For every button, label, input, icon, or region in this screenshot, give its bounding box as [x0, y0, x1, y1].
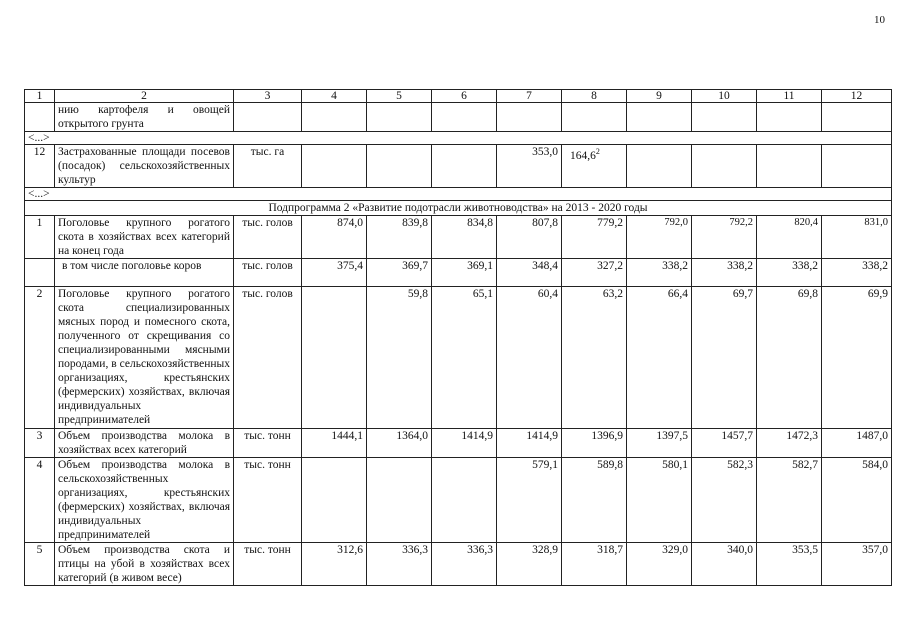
value-cell: 353,5 [757, 543, 822, 586]
section-title: Подпрограмма 2 «Развитие подотрасли животноводства» на 2013 - 2020 годы [25, 201, 892, 216]
value-cell: 338,2 [627, 259, 692, 287]
value-cell: 336,3 [432, 543, 497, 586]
table-row [25, 216, 892, 259]
indicators-table [24, 89, 892, 586]
value-cell: 328,9 [497, 543, 562, 586]
row-number: 5 [25, 543, 55, 586]
cell [692, 145, 757, 188]
value-cell: 1444,1 [302, 429, 367, 458]
cell [25, 103, 55, 132]
value-cell: 340,0 [692, 543, 757, 586]
table-row [25, 429, 892, 458]
col-header: 9 [627, 90, 692, 103]
col-header: 1 [25, 90, 55, 103]
row-unit: тыс. тонн [234, 429, 302, 458]
value-cell: 59,8 [367, 287, 432, 429]
table-row [25, 543, 892, 586]
row-unit: тыс. тонн [234, 543, 302, 586]
value-cell: 831,0 [822, 216, 892, 259]
value-cell: 582,3 [692, 458, 757, 543]
row-unit: тыс. тонн [234, 458, 302, 543]
value-cell: 318,7 [562, 543, 627, 586]
ellipsis-row [25, 188, 892, 201]
cell [234, 103, 302, 132]
value-cell: 582,7 [757, 458, 822, 543]
value-cell: 312,6 [302, 543, 367, 586]
value-cell: 353,0 [497, 145, 562, 188]
value-cell: 579,1 [497, 458, 562, 543]
cell [367, 145, 432, 188]
value-cell: 329,0 [627, 543, 692, 586]
col-header: 2 [55, 90, 234, 103]
cell [692, 103, 757, 132]
row-unit: тыс. голов [234, 216, 302, 259]
col-header: 8 [562, 90, 627, 103]
value-cell: 580,1 [627, 458, 692, 543]
value-cell: 1364,0 [367, 429, 432, 458]
value-cell: 820,4 [757, 216, 822, 259]
value-cell: 338,2 [822, 259, 892, 287]
value-cell: 336,3 [367, 543, 432, 586]
row-number: 3 [25, 429, 55, 458]
value-cell [562, 145, 627, 188]
row-unit: тыс. га [234, 145, 302, 188]
value-cell [302, 287, 367, 429]
col-header: 10 [692, 90, 757, 103]
cell [367, 103, 432, 132]
value-cell: 327,2 [562, 259, 627, 287]
row-unit: тыс. голов [234, 287, 302, 429]
col-header: 4 [302, 90, 367, 103]
col-header: 3 [234, 90, 302, 103]
value-cell: 1487,0 [822, 429, 892, 458]
value-cell [367, 458, 432, 543]
row-name: Поголовье крупного рогатого скота специализированных мясных пород и помесного скота, полученного от скрещивания со специализированными мясными породами, в сельскохозяйственных организациях, крестьянских (фермерских) хозяйствах, включая индивидуальных предпринимателей [55, 287, 234, 429]
value-cell: 1457,7 [692, 429, 757, 458]
row-number: 1 [25, 216, 55, 259]
value-cell [302, 458, 367, 543]
ellipsis-row [25, 132, 892, 145]
cell [562, 103, 627, 132]
row-name: Объем производства молока в хозяйствах всех категорий [55, 429, 234, 458]
value-cell: 69,9 [822, 287, 892, 429]
value-cell: 1472,3 [757, 429, 822, 458]
value-cell: 1414,9 [497, 429, 562, 458]
value-cell: 779,2 [562, 216, 627, 259]
cell [757, 103, 822, 132]
value-cell: 834,8 [432, 216, 497, 259]
col-header: 7 [497, 90, 562, 103]
value-cell: 1396,9 [562, 429, 627, 458]
col-header: 12 [822, 90, 892, 103]
row-name: нию картофеля и овощей открытого грунта [55, 103, 234, 132]
cell [432, 145, 497, 188]
cell [757, 145, 822, 188]
header-row [25, 90, 892, 103]
ellipsis: <...> [25, 132, 892, 145]
value-cell: 792,2 [692, 216, 757, 259]
col-header: 11 [757, 90, 822, 103]
footnote-marker: 2 [595, 147, 600, 156]
row-number: 4 [25, 458, 55, 543]
cell [432, 103, 497, 132]
col-header: 6 [432, 90, 497, 103]
value-cell [432, 458, 497, 543]
value-cell: 357,0 [822, 543, 892, 586]
row-name: Застрахованные площади посевов (посадок) сельскохозяйственных культур [55, 145, 234, 188]
row-name: Объем производства скота и птицы на убой в хозяйствах всех категорий (в живом весе) [55, 543, 234, 586]
value-cell: 874,0 [302, 216, 367, 259]
value-cell: 369,7 [367, 259, 432, 287]
value-cell: 369,1 [432, 259, 497, 287]
cell [627, 103, 692, 132]
ellipsis: <...> [25, 188, 892, 201]
value-cell: 584,0 [822, 458, 892, 543]
cell [302, 145, 367, 188]
section-row [25, 201, 892, 216]
value-cell: 63,2 [562, 287, 627, 429]
value-cell: 839,8 [367, 216, 432, 259]
value-cell: 338,2 [757, 259, 822, 287]
table-row [25, 145, 892, 188]
table-row [25, 259, 892, 287]
table-row [25, 287, 892, 429]
value-cell: 66,4 [627, 287, 692, 429]
value-cell: 60,4 [497, 287, 562, 429]
value-text: 164,6 [570, 149, 596, 162]
value-cell: 69,7 [692, 287, 757, 429]
row-name: Объем производства молока в сельскохозяйственных организациях, крестьянских (фермерских) хозяйствах, включая индивидуальных предпринимателей [55, 458, 234, 543]
table-row [25, 103, 892, 132]
cell [822, 145, 892, 188]
cell [302, 103, 367, 132]
value-cell: 589,8 [562, 458, 627, 543]
value-cell: 792,0 [627, 216, 692, 259]
row-unit: тыс. голов [234, 259, 302, 287]
value-cell: 375,4 [302, 259, 367, 287]
row-number: 2 [25, 287, 55, 429]
row-name: Поголовье крупного рогатого скота в хозяйствах всех категорий на конец года [55, 216, 234, 259]
value-cell: 1414,9 [432, 429, 497, 458]
cell [822, 103, 892, 132]
value-cell: 1397,5 [627, 429, 692, 458]
page-number: 10 [874, 14, 885, 26]
cell [497, 103, 562, 132]
row-number [25, 259, 55, 287]
value-cell: 65,1 [432, 287, 497, 429]
cell [627, 145, 692, 188]
col-header: 5 [367, 90, 432, 103]
value-cell: 807,8 [497, 216, 562, 259]
row-name: в том числе поголовье коров [55, 259, 234, 287]
table-row [25, 458, 892, 543]
value-cell: 338,2 [692, 259, 757, 287]
value-cell: 348,4 [497, 259, 562, 287]
value-cell: 69,8 [757, 287, 822, 429]
row-number: 12 [25, 145, 55, 188]
